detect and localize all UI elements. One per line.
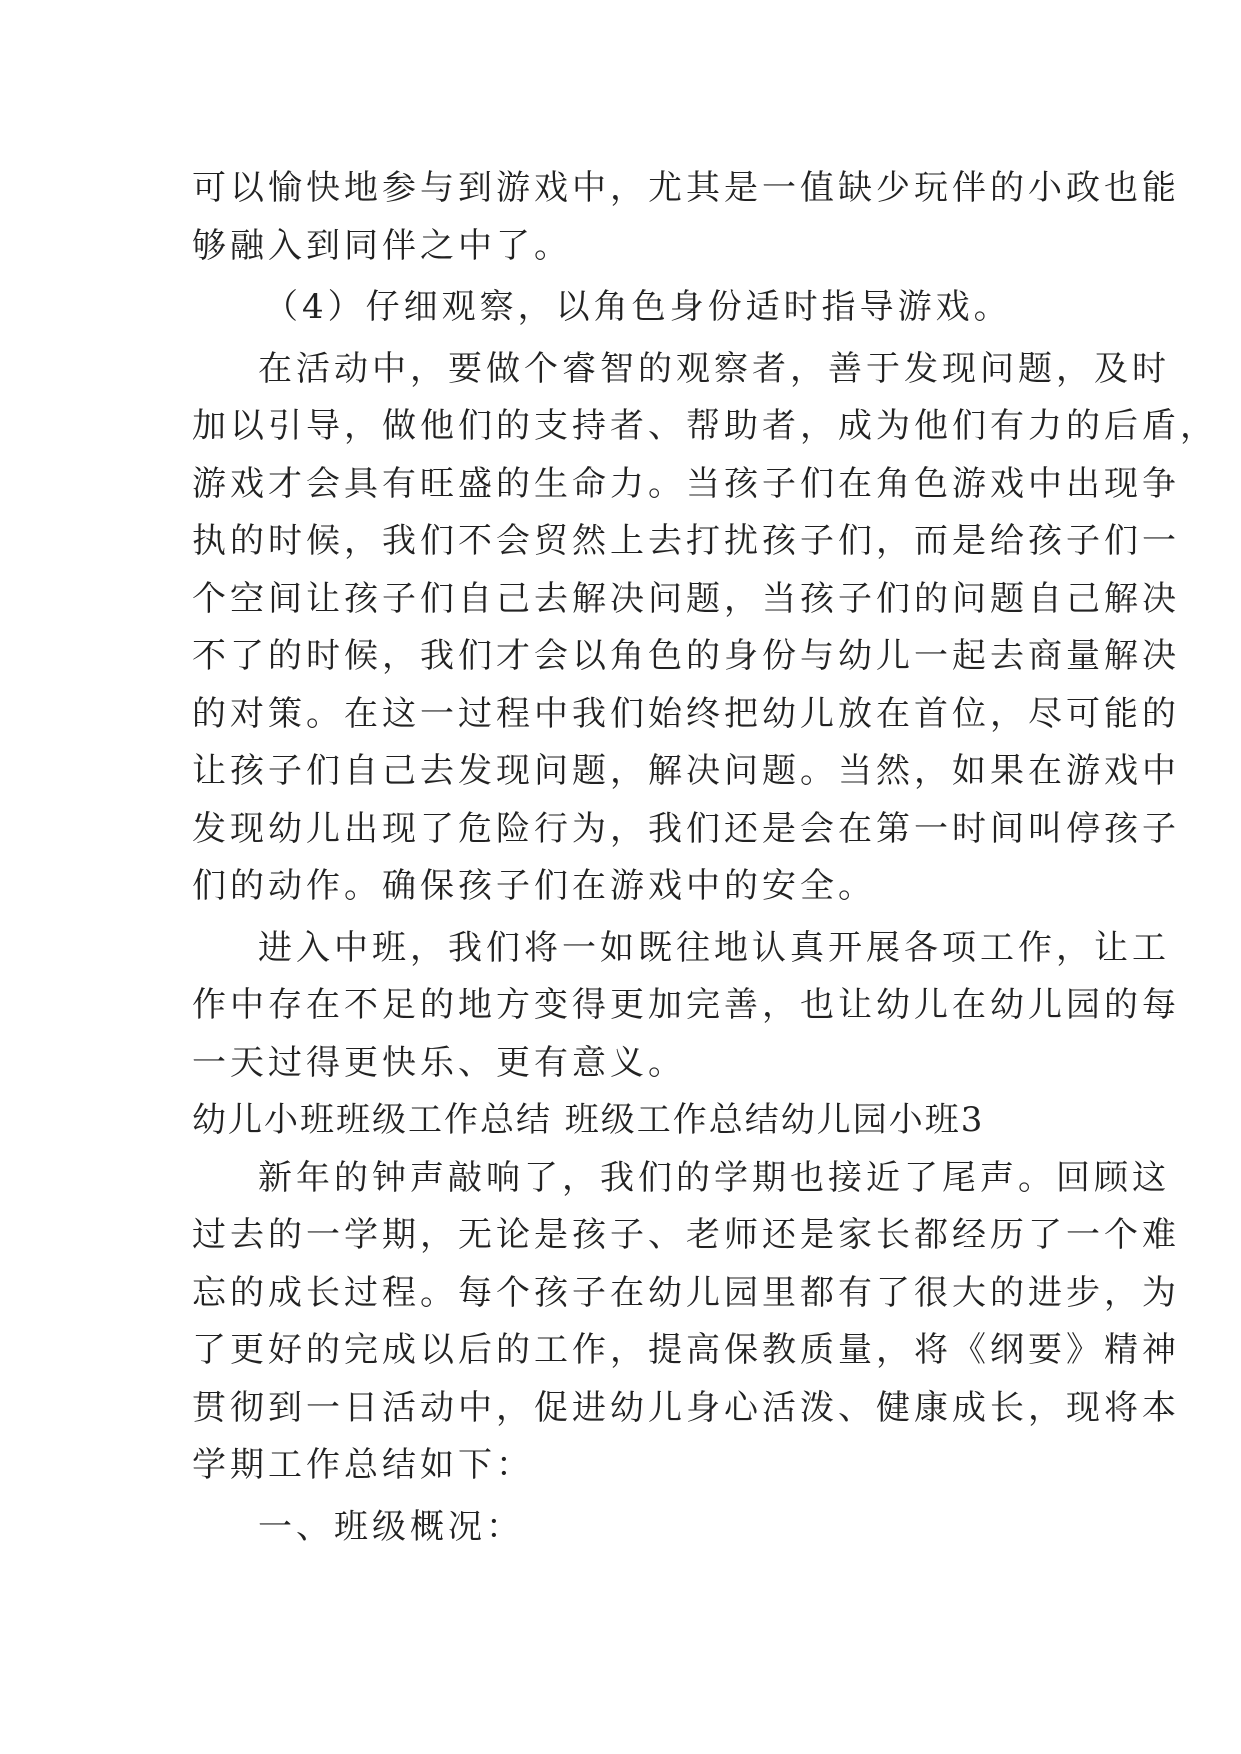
- text-line: 们的动作。确保孩子们在游戏中的安全。: [192, 866, 876, 906]
- text-line: 游戏才会具有旺盛的生命力。当孩子们在角色游戏中出现争: [192, 463, 1180, 504]
- subsection-heading: 一、班级概况：: [258, 1506, 524, 1547]
- subsection-heading: （4）仔细观察，以角色身份适时指导游戏。: [264, 287, 1012, 327]
- text-line: 的对策。在这一过程中我们始终把幼儿放在首位，尽可能的: [192, 693, 1180, 734]
- text-line: 够融入到同伴之中了。: [192, 225, 572, 266]
- section-title: 幼儿小班班级工作总结 班级工作总结幼儿园小班3: [192, 1100, 985, 1140]
- text-line: 贯彻到一日活动中，促进幼儿身心活泼、健康成长，现将本: [192, 1387, 1180, 1428]
- paragraph-start-line: 新年的钟声敲响了，我们的学期也接近了尾声。回顾这: [258, 1157, 1170, 1198]
- text-line: 可以愉快地参与到游戏中，尤其是一值缺少玩伴的小政也能: [192, 168, 1180, 208]
- text-line: 作中存在不足的地方变得更加完善，也让幼儿在幼儿园的每: [192, 985, 1180, 1025]
- paragraph-start-line: 在活动中，要做个睿智的观察者，善于发现问题，及时: [258, 348, 1170, 389]
- text-line: 忘的成长过程。每个孩子在幼儿园里都有了很大的进步，为: [192, 1272, 1180, 1313]
- text-line: 执的时候，我们不会贸然上去打扰孩子们，而是给孩子们一: [192, 521, 1180, 561]
- text-line: 学期工作总结如下：: [192, 1445, 534, 1485]
- text-line: 一天过得更快乐、更有意义。: [192, 1042, 686, 1083]
- text-line: 过去的一学期，无论是孩子、老师还是家长都经历了一个难: [192, 1215, 1180, 1255]
- text-line: 发现幼儿出现了危险行为，我们还是会在第一时间叫停孩子: [192, 808, 1180, 849]
- document-body: [192, 160, 1218, 1556]
- text-line: 加以引导，做他们的支持者、帮助者，成为他们有力的后盾，: [192, 406, 1218, 446]
- paragraph-start-line: 进入中班，我们将一如既往地认真开展各项工作，让工: [258, 927, 1170, 968]
- text-line: 个空间让孩子们自己去解决问题，当孩子们的问题自己解决: [192, 578, 1180, 619]
- text-line: 不了的时候，我们才会以角色的身份与幼儿一起去商量解决: [192, 636, 1180, 676]
- text-line: 了更好的完成以后的工作，提高保教质量，将《纲要》精神: [192, 1330, 1180, 1370]
- text-line: 让孩子们自己去发现问题，解决问题。当然，如果在游戏中: [192, 751, 1180, 791]
